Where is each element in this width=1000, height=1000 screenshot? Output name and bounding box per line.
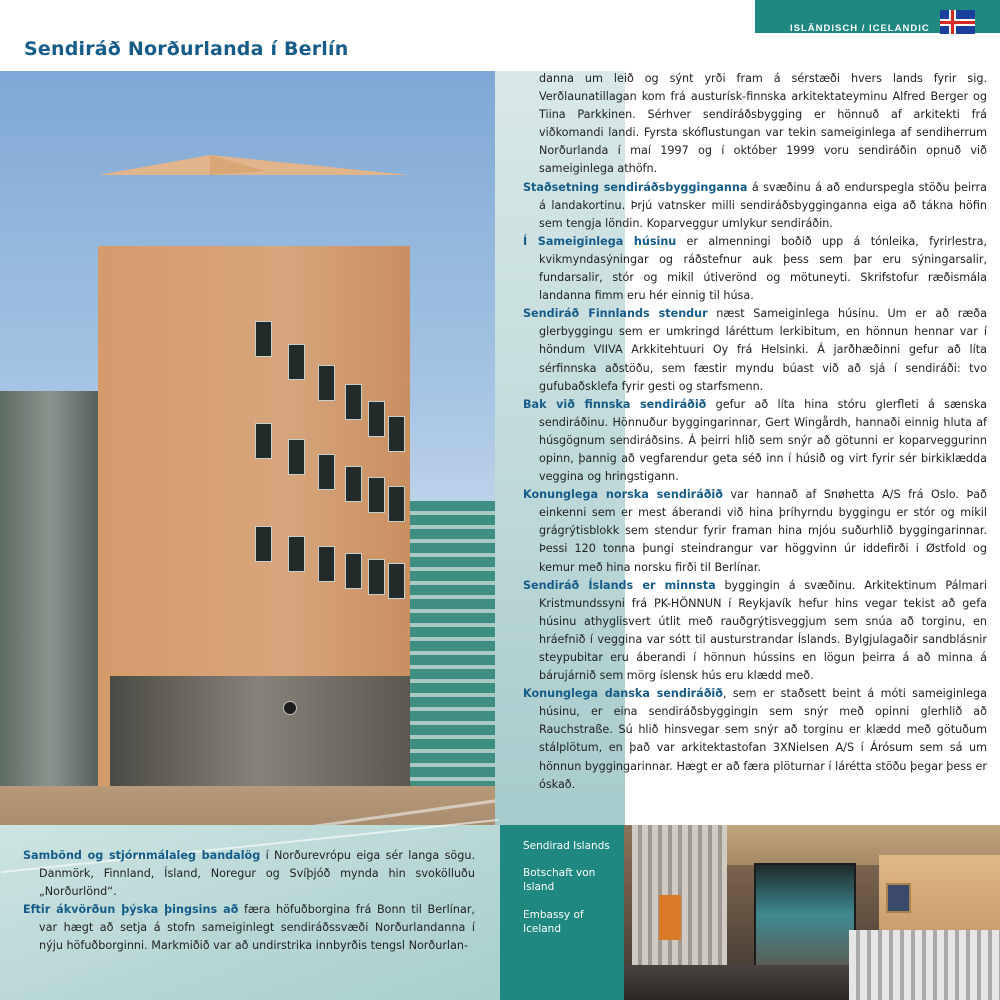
caption-english: Embassy of Iceland	[523, 909, 584, 935]
window	[318, 365, 335, 401]
paragraph-lead: Sendiráð Íslands er minnsta	[523, 578, 716, 592]
window	[288, 439, 305, 475]
paragraph-lead: Sambönd og stjórnmálaleg bandalög	[23, 849, 261, 862]
paragraph	[523, 396, 987, 486]
paragraph	[523, 685, 987, 794]
intro-continuation: danna um leið og sýnt yrði fram á sérstæði hvers lands fyrir sig. Verðlaunatillagan kom frá austurísk-finnska arkitektateyminu Alfred Berger og Tiina Parkkinen. Sérhver sendiráðsbygging er hönnuð af arkitekti frá viðkomandi landi. Fyrsta skóflustungan var tekin sameiginlega af sendiherrum Norðurlanda í maí 1997 og í október 1999 voru sendiráðin opnuð við sameiginlega athöfn.	[539, 72, 987, 176]
window	[255, 423, 272, 459]
reception-counter	[849, 930, 1000, 1000]
paragraph	[523, 233, 987, 305]
paragraph-body: , sem er staðsett beint á móti sameiginlega húsinu, er eina sendiráðsbyggingin sem snýr með opinni glerhlið að Rauchstraße. Sú hlið hinsvegar sem snýr að torginu er klædd með götuðum stálplötum, en það var arkitektastofan 3XNielsen A/S í Árósum sem sá um hönnun byggingarinnar. Hægt er að færa plöturnar í lárétta stöðu þegar þess er óskað.	[539, 687, 987, 791]
main-article-text	[523, 70, 987, 794]
window	[288, 344, 305, 380]
window	[368, 477, 385, 513]
paragraph	[523, 577, 987, 686]
glass-facade	[410, 501, 495, 786]
window	[368, 401, 385, 437]
window	[345, 553, 362, 589]
paragraph-lead: Konunglega norska sendiráðið	[523, 488, 723, 502]
language-label: ISLÄNDISCH / ICELANDIC	[790, 23, 930, 34]
caption-german: Botschaft von Island	[523, 867, 596, 893]
window	[388, 563, 405, 599]
paragraph-lead: Í Sameiginlega húsinu	[523, 234, 677, 248]
paragraph	[23, 901, 475, 955]
window	[288, 536, 305, 572]
window	[345, 384, 362, 420]
lit-doorway	[659, 895, 681, 940]
paragraph-body: færa höfuðborgina frá Bonn til Berlínar, var hægt að setja á stofn sameiginlegt sendiráðssvæði Norðurlandanna í nýju höfuðborginni. Markmiðið var að undirstrika innbyrðis tengsl Norðurlan-	[39, 903, 475, 953]
paragraph-body: á svæðinu á að endurspegla stöðu þeirra á landakortinu. Þrjú vatnsker milli sendiráðsbygginganna eiga að tákna höfin sem tengja löndin. Koparveggur umlykur sendiráðin.	[539, 180, 987, 230]
iceland-flag-icon	[940, 10, 975, 34]
paragraph	[523, 305, 987, 395]
window	[255, 321, 272, 357]
paragraph-body: byggingin á svæðinu. Arkitektinum Pálmari Kristmundssyni frá PK-HÖNNUN í Reykjavík hefur hins vegar tekist að gefa húsinu athyglisvert útlit með rauðgrýtisveggjum sem snúa að torginu, en hráefnið í veggina var sótt til austurstrandar Íslands. Bylgjulagaðir sandblásnir steypubitar eru áberandi í hönnun hússins en lögun þeirra á að minna á bárujárnið sem mörg íslensk hús eru klædd með.	[539, 578, 987, 683]
paragraph-lead: Eftir ákvörðun þýska þingsins að	[23, 903, 239, 917]
paragraph	[523, 486, 987, 576]
window	[388, 486, 405, 522]
embassy-interior-photo	[624, 825, 1000, 1000]
intro-text	[23, 847, 475, 956]
paragraph-lead: Bak við finnska sendiráðið	[523, 397, 707, 411]
paragraph-body: var hannað af Snøhetta A/S frá Oslo. Það einkenni sem er mest áberandi við hina þríhyrndu byggingu er stór og mikil grágrýtisblokk sem stendur fyrir framan hina mjóu suðurhlið byggingarinnar. Þessi 120 tonna þungi steindrangur var höggvinn úr iddefirði i Østfold og kemur með hina norsku firði til Berlínar.	[539, 488, 987, 574]
glass-wall	[754, 863, 856, 967]
paragraph-lead: Konunglega danska sendiráðið	[523, 687, 723, 701]
paragraph-body: gefur að líta hina stóru glerfleti á sænska sendiráðinu. Hönnuður byggingarinnar, Gert Wingårdh, hannaði einnig hluta af húsgögnum sendiráðsins. Á þeirri hlið sem snýr að götunni er koparveggurinn opinn, þannig að vegfarendur geta séð inn í húsið og virt fyrir sér birkiklædda veggina og hringstigann.	[539, 397, 987, 484]
window	[368, 559, 385, 595]
window	[345, 466, 362, 502]
window	[318, 454, 335, 490]
paragraph	[523, 179, 987, 233]
window	[255, 526, 272, 562]
paragraph-lead: Sendiráð Finnlands stendur	[523, 307, 708, 321]
paragraph-body: í Norðurevrópu eiga sér langa sögu. Danmörk, Finnland, Ísland, Noregur og Svíþjóð mynda hin svokölluðu „Norðurlönd“.	[39, 849, 476, 899]
paragraph-body: næst Sameiginlega húsinu. Um er að ræða glerbyggingu sem er umkringd láréttum lerkibitum, en hönnun hennar var í höndum VIIVA Arkkitehtuuri Oy frá Helsinki. Á jarðhæðinni gefur að líta sérfinnska aðstöðu, sem fæstir myndu búast við að sjá í sendiráði: tvo gufubaðsklefa fyrir gesti og starfsmenn.	[539, 307, 987, 393]
paragraph	[23, 847, 475, 901]
caption-icelandic: Sendirad Islands	[523, 840, 610, 852]
embassy-emblem-icon	[283, 701, 297, 715]
window	[388, 416, 405, 452]
paragraph-lead: Staðsetning sendiráðsbygginganna	[523, 180, 748, 194]
window	[318, 546, 335, 582]
page-title: Sendiráð Norðurlanda í Berlín	[24, 38, 349, 60]
portrait-frame	[886, 883, 911, 913]
building-entrance	[110, 676, 410, 786]
paragraph-body: er almenningi boðið upp á tónleika, fyrirlestra, kvikmyndasýningar og ráðstefnur auk þess sem þar eru sýningarsalir, fundarsalir, stór og mikil útiverönd og mötuneyti. Skrifstofur ræðismála landanna fimm eru hér einnig til húsa.	[539, 234, 987, 303]
